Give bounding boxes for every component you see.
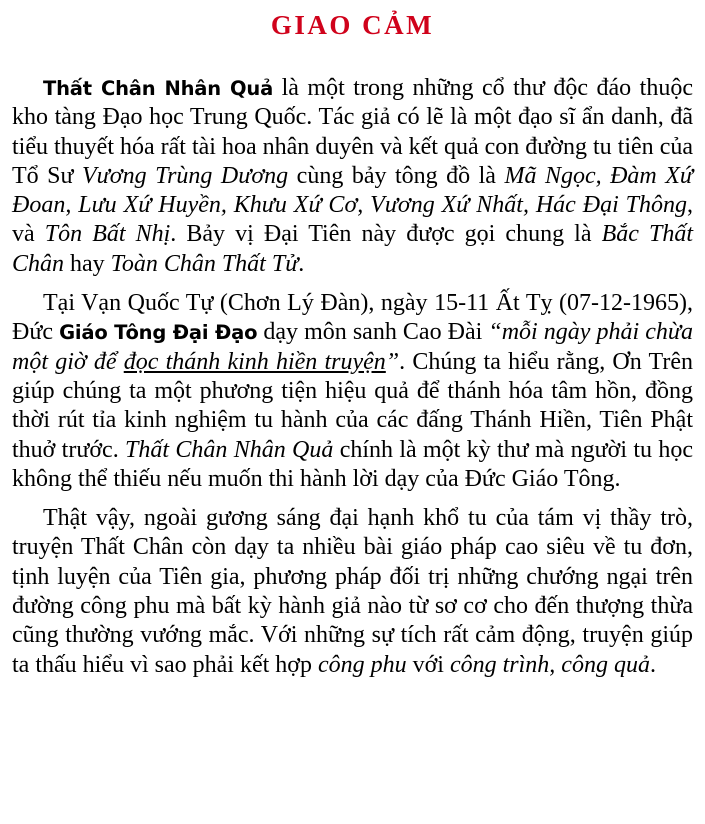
text-run: Tại Vạn Quốc Tự (Chơn Lý Đàn), ngày 15-11 Ất Tỵ (07-12-1965), Đức xyxy=(12,290,693,346)
text-run: Bắc Thất Chân xyxy=(12,221,694,277)
text-run: Giáo Tông Đại Đạo xyxy=(59,321,258,345)
text-run: . Bảy vị Đại Tiên này được gọi chung là xyxy=(170,221,602,248)
text-run: , và xyxy=(12,192,693,248)
text-run: “mỗi ngày phải chừa một giờ để xyxy=(12,319,694,375)
text-run: là một trong những cổ thư độc đáo thuộc kho tàng Đạo học Trung Quốc. Tác giả có lẽ là một đạo sĩ ẩn danh, đã tiểu thuyết hóa rất tài hoa nhân duyên và kết quả con đường tu tiên của Tổ Sư xyxy=(12,75,693,189)
text-run: Mã Ngọc, Đàm Xứ Đoan, Lưu Xứ Huyền, Khưu Xứ Cơ, Vương Xứ Nhất, Hác Đại Thông xyxy=(12,162,694,219)
text-run: Tôn Bất Nhị xyxy=(44,221,171,248)
page-title: GIAO CẢM xyxy=(270,10,435,40)
text-run: hay xyxy=(64,250,111,277)
text-run: . xyxy=(649,651,656,678)
paragraph-2 xyxy=(12,289,693,494)
paragraph-1 xyxy=(12,74,693,279)
text-run: . xyxy=(298,250,305,277)
text-run: Thật vậy, ngoài gương sáng đại hạnh khổ tu của tám vị thầy trò, truyện Thất Chân còn dạy ta nhiều bài giáo pháp cao siêu về tu đơn, tịnh luyện của Tiên gia, phương pháp đối trị những chướng ngại trên đường công phu mà bất kỳ hành giả nào từ sơ cơ cho đến thượng thừa cũng thường vướng mắc. Với những sự tích rất cảm động, truyện giúp ta thấu hiểu vì sao phải kết hợp xyxy=(12,505,693,678)
text-run: Toàn Chân Thất Tử xyxy=(110,250,299,277)
text-run: chính là một kỳ thư mà người tu học không thể thiếu nếu muốn thi hành lời dạy của Đức Giáo Tông. xyxy=(12,436,693,492)
text-run: ” xyxy=(385,348,400,375)
text-run: Thất Chân Nhân Quả xyxy=(125,436,334,463)
text-run: dạy môn sanh Cao Đài xyxy=(257,319,489,346)
text-run: Thất Chân Nhân Quả xyxy=(43,77,274,100)
text-run: Vương Trùng Dương xyxy=(82,162,289,189)
text-run: đọc thánh kinh hiền truyện xyxy=(123,348,386,375)
paragraph-3 xyxy=(12,504,693,680)
text-run: . Chúng ta hiểu rằng, Ơn Trên giúp chúng ta một phương tiện hiệu quả để thánh hóa tâm hồn, đồng thời rút tỉa kinh nghiệm tu hành của các đấng Thánh Hiền, Tiên Phật thuở trước. xyxy=(12,348,693,463)
text-run: công trình, công quả xyxy=(449,651,650,678)
text-run: công phu xyxy=(317,651,407,678)
document-body xyxy=(12,74,693,680)
text-run: cùng bảy tông đồ là xyxy=(288,162,505,189)
text-run: với xyxy=(406,651,450,678)
